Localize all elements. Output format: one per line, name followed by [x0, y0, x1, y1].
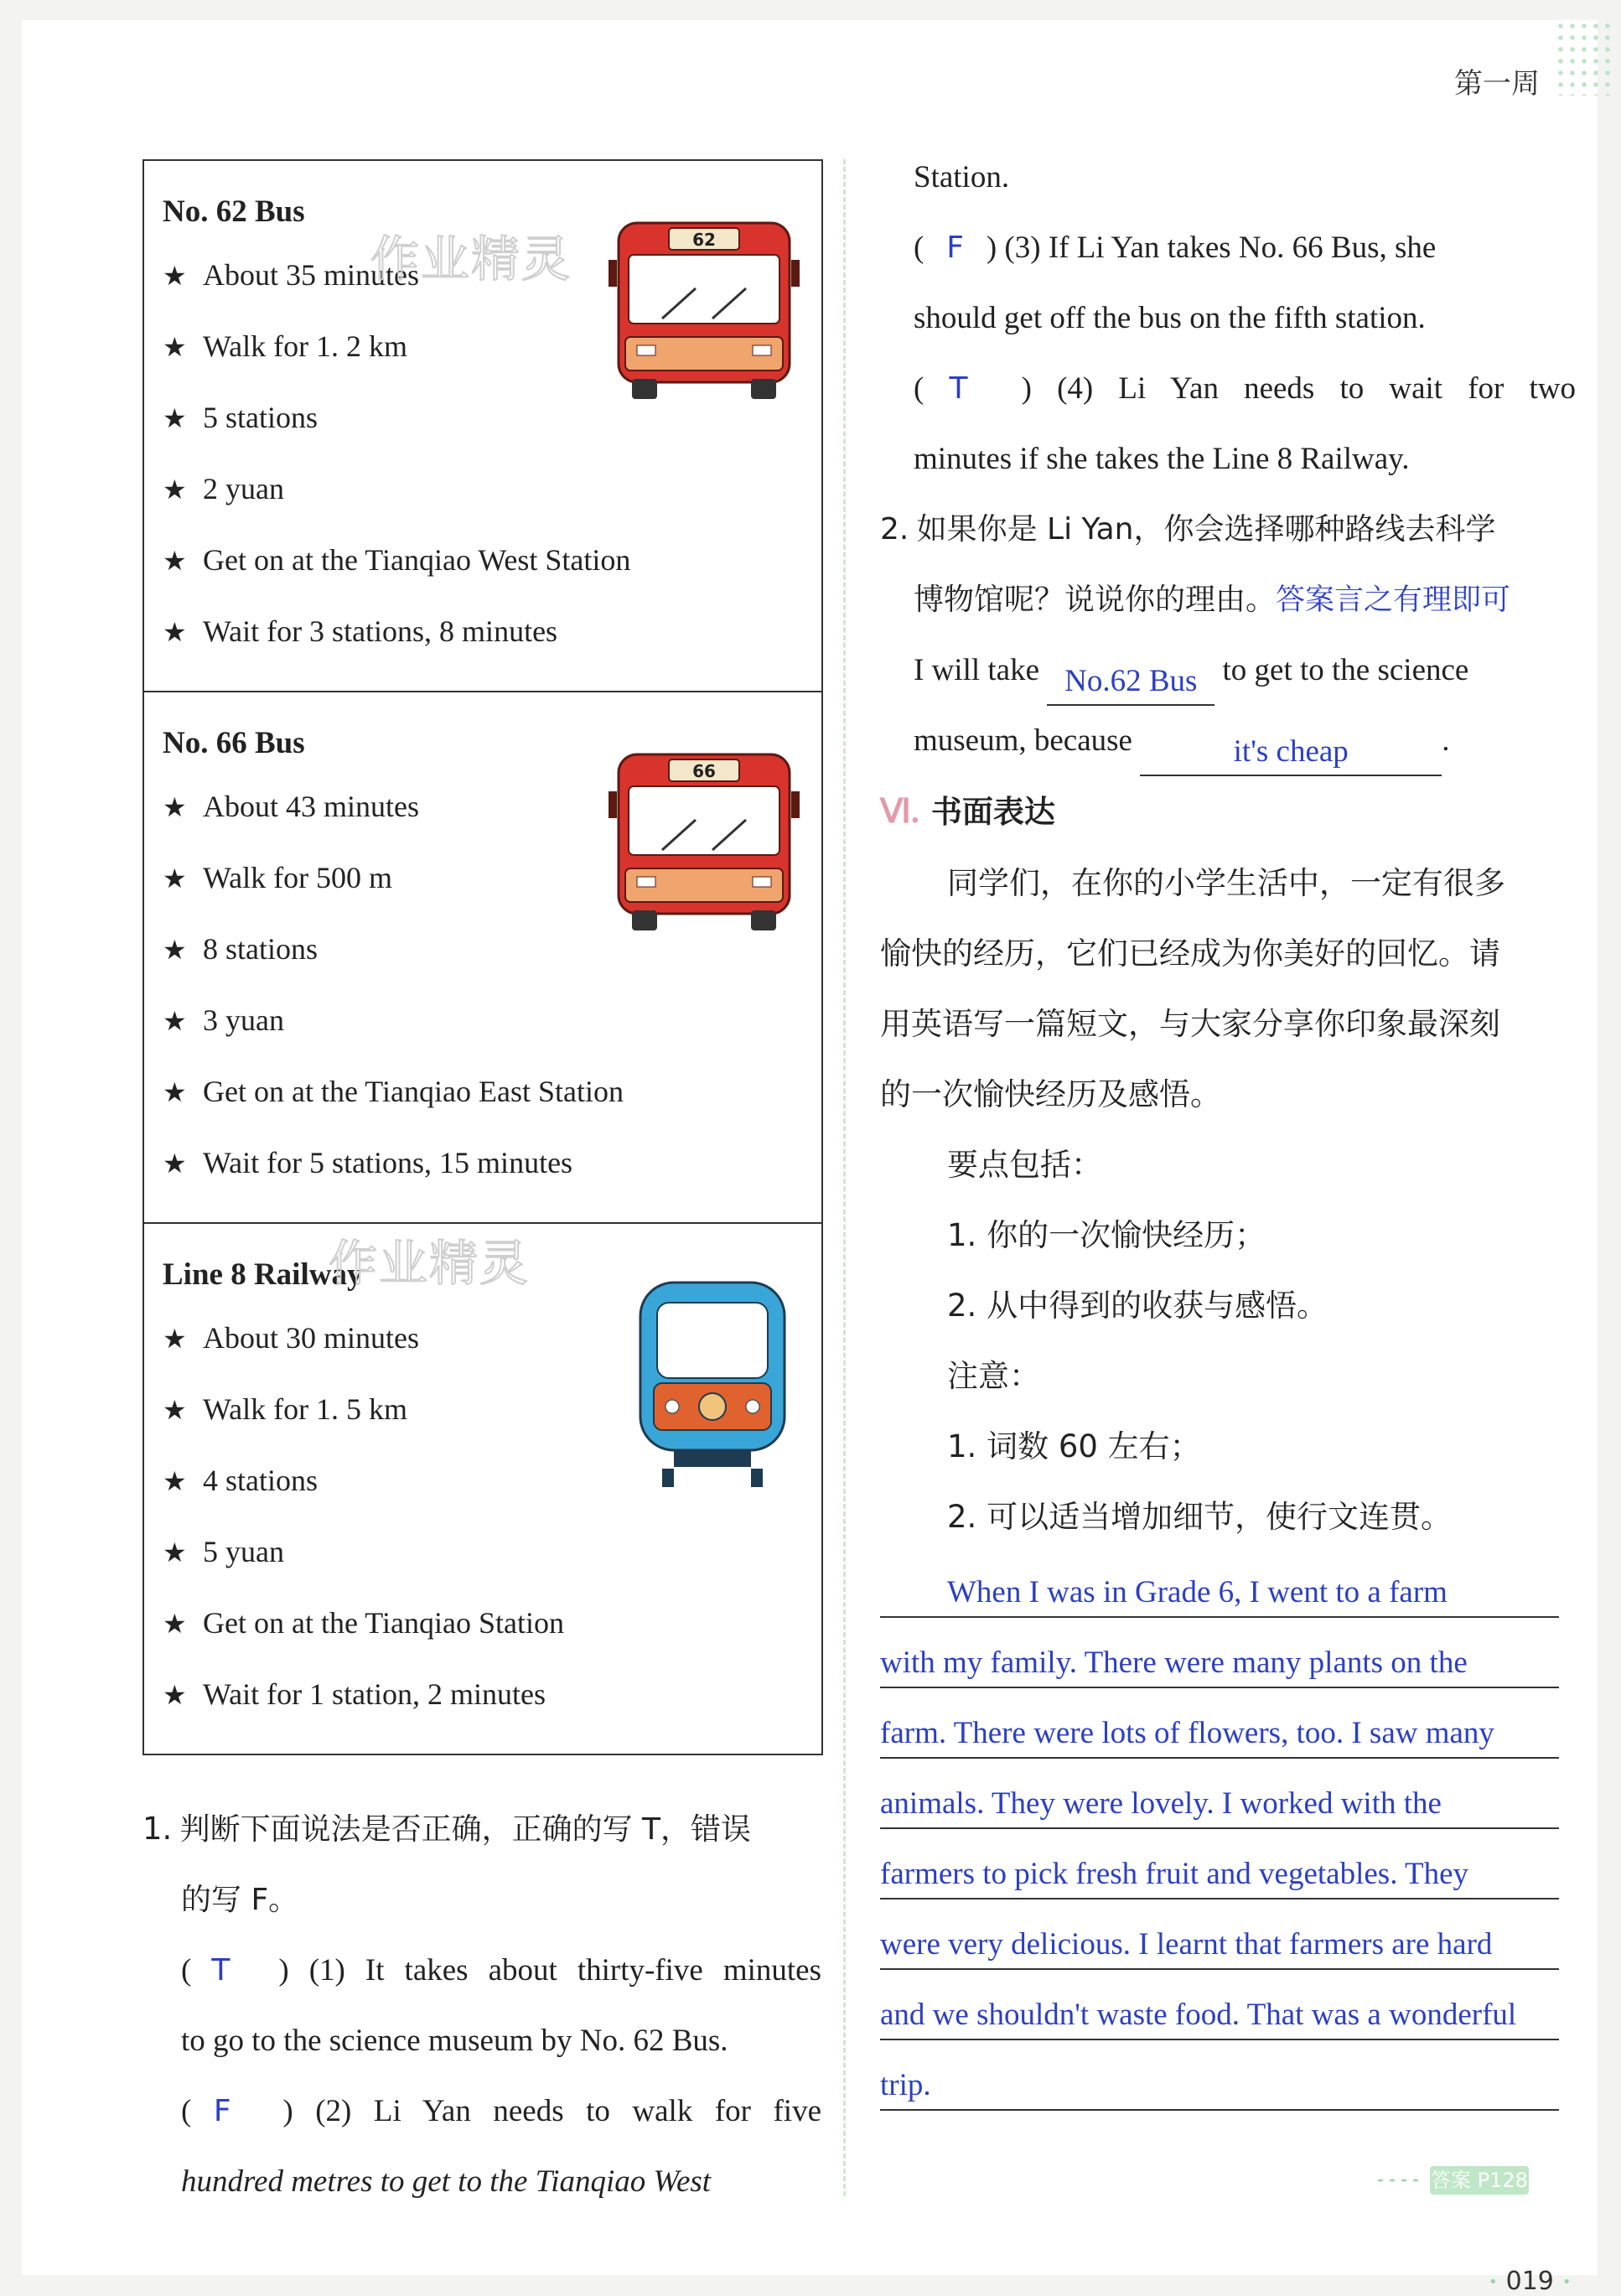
- essay-line: and we shouldn't waste food. That was a wonderful: [880, 1992, 1559, 2040]
- star-icon: ★: [163, 934, 187, 966]
- star-icon: ★: [163, 545, 187, 577]
- route-box-66-bus: [144, 692, 821, 1224]
- page-number: • 019 •: [1480, 2267, 1580, 2296]
- route-item: ★ 4 stations: [163, 1445, 821, 1516]
- question-1: [142, 1794, 821, 2217]
- route-item: ★ 2 yuan: [163, 453, 821, 525]
- q1-instruction-cont: 的写 F。: [181, 1883, 299, 1917]
- column-divider: [843, 159, 846, 2196]
- route-item: ★ Wait for 3 stations, 8 minutes: [163, 596, 821, 667]
- essay-line: trip.: [880, 2062, 1559, 2111]
- answer-mark: T: [949, 371, 968, 406]
- q1-item-1: ( T ) (1) It takes about thirty-five minutes: [142, 1936, 821, 2006]
- route-title: Line 8 Railway: [163, 1257, 363, 1292]
- footer-dots: [1375, 2178, 1425, 2183]
- bus-sign: 66: [692, 761, 716, 781]
- notes-title: 注意：: [947, 1358, 1040, 1394]
- q1-item-1-cont: to go to the science museum by No. 62 Bus.: [181, 2024, 728, 2058]
- route-item: ★ 5 yuan: [163, 1516, 821, 1588]
- route-item: ★ Walk for 500 m: [163, 842, 821, 914]
- right-column: [880, 143, 1576, 1552]
- point-item: 2. 从中得到的收获与感悟。: [947, 1288, 1328, 1324]
- answer-blank-route[interactable]: No.62 Bus: [1047, 659, 1214, 706]
- star-icon: ★: [163, 1005, 187, 1037]
- q2-question: 2. 如果你是 Li Yan，你会选择哪种路线去科学: [880, 512, 1496, 547]
- star-icon: ★: [163, 1537, 187, 1568]
- section-6-heading: Ⅵ. 书面表达: [880, 792, 1055, 830]
- star-icon: ★: [163, 791, 187, 823]
- essay-line: animals. They were lovely. I worked with the: [880, 1780, 1559, 1829]
- route-item: ★ Wait for 1 station, 2 minutes: [163, 1659, 821, 1730]
- route-box-62-bus: [144, 161, 821, 692]
- essay-line: with my family. There were many plants on the: [880, 1640, 1559, 1688]
- star-icon: ★: [163, 1148, 187, 1179]
- route-item: ★ Walk for 1. 2 km: [163, 311, 821, 382]
- q2-sentence: I will take No.62 Bus to get to the science: [880, 635, 1576, 706]
- hint-answer: 答案言之有理即可: [1276, 583, 1511, 617]
- section-6-para: 的一次愉快经历及感悟。: [880, 1076, 1221, 1112]
- q1-item-2: ( F ) (2) Li Yan needs to walk for five: [142, 2076, 821, 2147]
- bus-icon: [603, 743, 805, 936]
- answer-page-badge: 答案 P128: [1430, 2166, 1529, 2195]
- route-title: No. 66 Bus: [163, 726, 305, 760]
- essay-line: When I was in Grade 6, I went to a farm: [880, 1569, 1559, 1618]
- q2-question-cont: 博物馆呢？说说你的理由。答案言之有理即可: [914, 583, 1511, 617]
- essay-line: farmers to pick fresh fruit and vegetables. They: [880, 1851, 1559, 1900]
- q2-sentence-cont: museum, because it's cheap .: [880, 706, 1576, 776]
- star-icon: ★: [163, 260, 187, 292]
- route-item: ★ About 43 minutes: [163, 771, 821, 842]
- route-item: ★ About 30 minutes: [163, 1303, 821, 1374]
- points-title: 要点包括：: [947, 1147, 1102, 1183]
- star-icon: ★: [163, 1608, 187, 1640]
- section-6-para: 同学们，在你的小学生活中，一定有很多: [947, 865, 1505, 901]
- route-item: ★ 5 stations: [163, 382, 821, 453]
- star-icon: ★: [163, 863, 187, 894]
- route-item: ★ Get on at the Tianqiao Station: [163, 1588, 821, 1659]
- q1-item-3: ( F ) (3) If Li Yan takes No. 66 Bus, she: [880, 213, 1576, 283]
- answer-blank-reason[interactable]: it's cheap: [1140, 729, 1442, 776]
- watermark-logo: 作业精灵: [370, 231, 572, 288]
- route-title: No. 62 Bus: [163, 194, 305, 229]
- q1-item-2-cont: hundred metres to get to the Tianqiao West: [181, 2164, 712, 2199]
- bus-icon: [603, 211, 805, 404]
- section-6-para: 愉快的经历，它们已经成为你美好的回忆。请: [880, 936, 1500, 972]
- section-6-para: 用英语写一篇短文，与大家分享你印象最深刻: [880, 1006, 1500, 1042]
- q1-instruction: 1. 判断下面说法是否正确，正确的写 T，错误: [142, 1811, 751, 1847]
- route-item: ★ 8 stations: [163, 914, 821, 985]
- star-icon: ★: [163, 331, 187, 363]
- star-icon: ★: [163, 1679, 187, 1711]
- answer-mark: F: [213, 2094, 231, 2128]
- q1-item-4: ( T ) (4) Li Yan needs to wait for two: [880, 354, 1576, 424]
- train-icon: [629, 1274, 796, 1492]
- essay-line: were very delicious. I learnt that farmers are hard: [880, 1921, 1559, 1970]
- answer-mark: T: [211, 1953, 230, 1988]
- essay-line: farm. There were lots of flowers, too. I saw many: [880, 1710, 1559, 1759]
- route-item: ★ Get on at the Tianqiao East Station: [163, 1056, 821, 1127]
- star-icon: ★: [163, 1323, 187, 1355]
- decorative-dots: [1555, 20, 1613, 96]
- star-icon: ★: [163, 1076, 187, 1108]
- star-icon: ★: [163, 474, 187, 505]
- bus-sign: 62: [692, 230, 716, 250]
- star-icon: ★: [163, 1394, 187, 1426]
- route-item: ★ Walk for 1. 5 km: [163, 1374, 821, 1445]
- route-table: [142, 159, 823, 1755]
- q1-item-2-end: Station.: [914, 160, 1010, 194]
- answer-mark: F: [946, 231, 964, 265]
- route-item: ★ Get on at the Tianqiao West Station: [163, 525, 821, 596]
- star-icon: ★: [163, 616, 187, 648]
- note-item: 1. 词数 60 左右；: [947, 1428, 1201, 1464]
- star-icon: ★: [163, 1465, 187, 1497]
- note-item: 2. 可以适当增加细节，使行文连贯。: [947, 1499, 1453, 1535]
- route-item: ★ About 35 minutes: [163, 240, 821, 311]
- route-item: ★ Wait for 5 stations, 15 minutes: [163, 1127, 821, 1199]
- star-icon: ★: [163, 402, 187, 434]
- route-item: ★ 3 yuan: [163, 985, 821, 1056]
- week-label: 第一周: [1454, 67, 1540, 101]
- watermark-logo: 作业精灵: [329, 1235, 531, 1292]
- q1-item-3-cont: should get off the bus on the fifth station.: [914, 301, 1426, 335]
- route-box-line-8-railway: [144, 1224, 821, 1754]
- point-item: 1. 你的一次愉快经历；: [947, 1217, 1266, 1253]
- q1-item-4-cont: minutes if she takes the Line 8 Railway.: [914, 442, 1410, 476]
